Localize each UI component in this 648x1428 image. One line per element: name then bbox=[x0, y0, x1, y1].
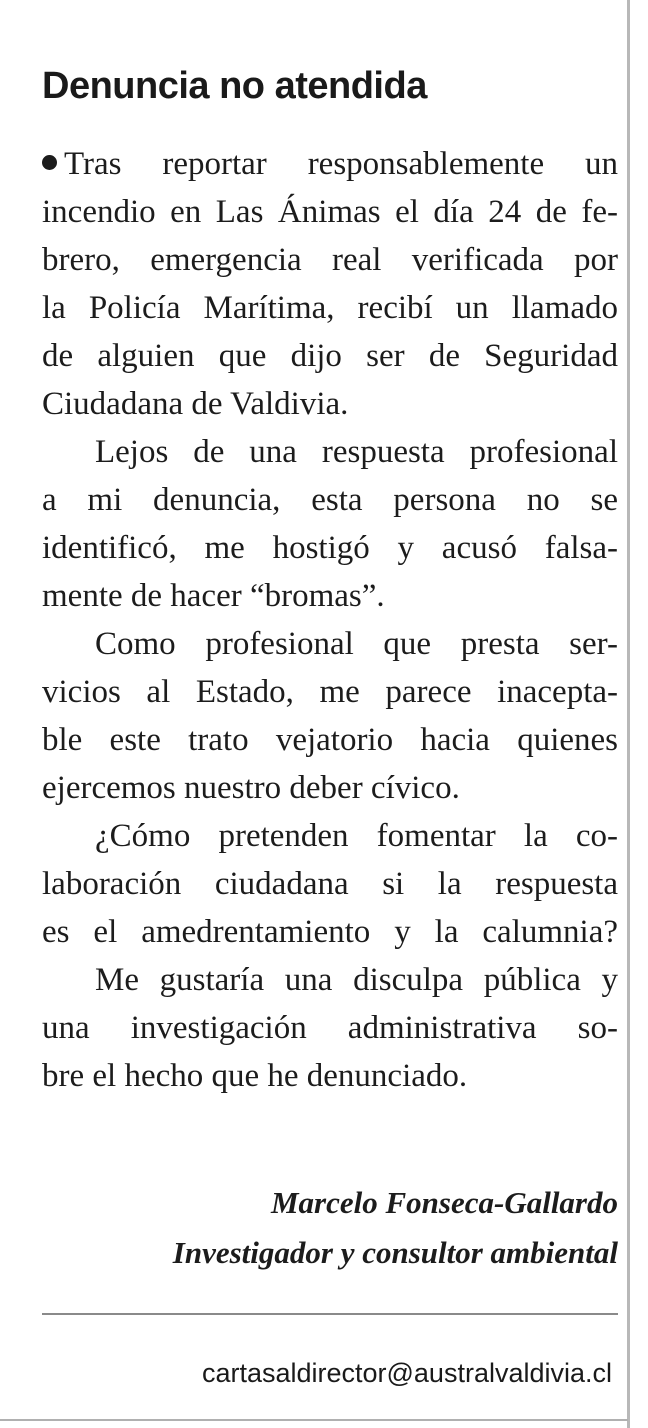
letter-line: es el amedrentamiento y la calumnia? bbox=[42, 914, 618, 950]
letter-line: mente de hacer “bromas”. bbox=[42, 578, 385, 614]
letter-title: Denuncia no atendida bbox=[42, 65, 427, 108]
separator-line bbox=[42, 1313, 618, 1315]
letter-line: laboración ciudadana si la respuesta bbox=[42, 866, 618, 902]
letter-body bbox=[42, 140, 618, 1100]
column-rule bbox=[627, 0, 630, 1428]
letter-line: Lejos de una respuesta profesional bbox=[95, 434, 618, 470]
letter-line: ¿Cómo pretenden fomentar la co- bbox=[95, 818, 618, 854]
letter-line: la Policía Marítima, recibí un llamado bbox=[42, 290, 618, 326]
letter-line: Como profesional que presta ser- bbox=[95, 626, 618, 662]
letter-line: brero, emergencia real verificada por bbox=[42, 242, 618, 278]
letter-line: identificó, me hostigó y acusó falsa- bbox=[42, 530, 618, 566]
letter-line: de alguien que dijo ser de Seguridad bbox=[42, 338, 618, 374]
contact-email: cartasaldirector@australvaldivia.cl bbox=[201, 1358, 612, 1388]
letter-line: vicios al Estado, me parece inacepta- bbox=[42, 674, 618, 710]
letter-line: Tras reportar responsablemente un bbox=[42, 140, 618, 188]
bullet-icon bbox=[42, 155, 57, 170]
letter-line: Ciudadana de Valdivia. bbox=[42, 386, 349, 422]
bottom-rule bbox=[0, 1419, 628, 1421]
letter-line: a mi denuncia, esta persona no se bbox=[42, 482, 618, 518]
letter-line: ble este trato vejatorio hacia quienes bbox=[42, 722, 618, 758]
letter-line: incendio en Las Ánimas el día 24 de fe- bbox=[42, 194, 618, 230]
author-name: Marcelo Fonseca-Gallardo bbox=[270, 1185, 618, 1220]
letter-line: Me gustaría una disculpa pública y bbox=[95, 962, 618, 998]
letter-line: una investigación administrativa so- bbox=[42, 1010, 618, 1046]
letter-line: ejercemos nuestro deber cívico. bbox=[42, 770, 460, 806]
signature-block bbox=[42, 1178, 618, 1278]
letter-line: bre el hecho que he denunciado. bbox=[42, 1058, 468, 1094]
author-role: Investigador y consultor ambiental bbox=[172, 1235, 618, 1270]
